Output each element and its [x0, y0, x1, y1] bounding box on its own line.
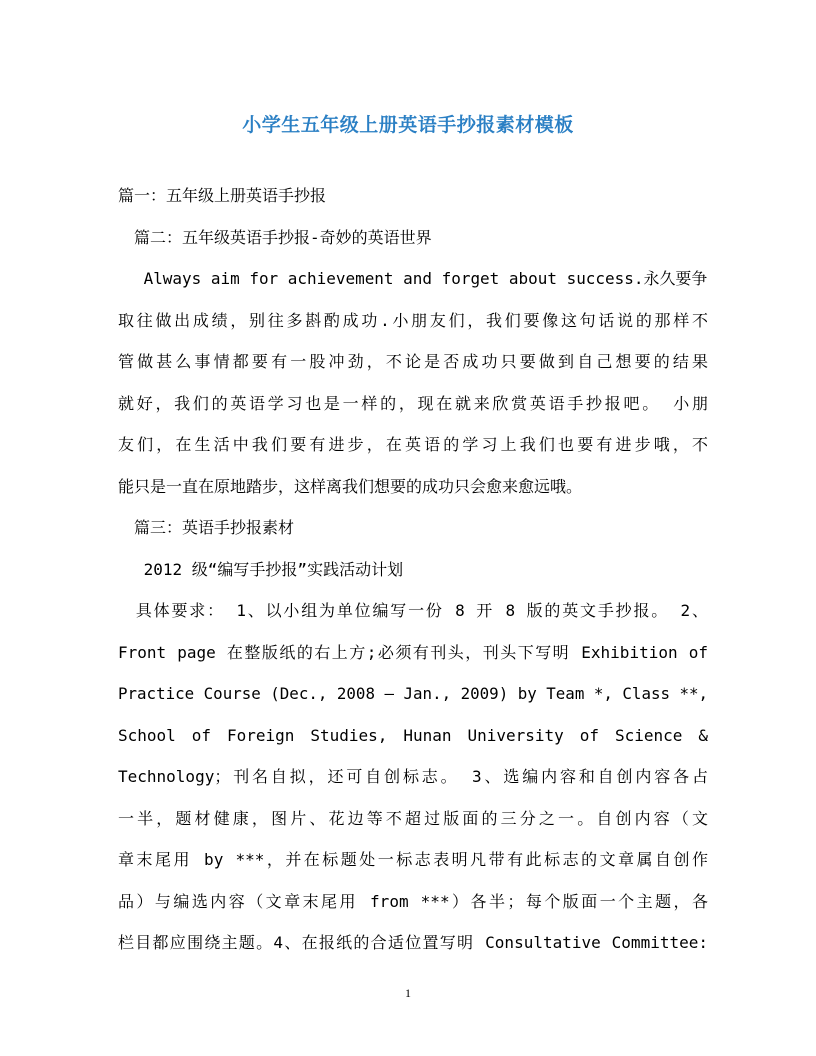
text-line: School of Foreign Studies, Hunan University of Science & [118, 726, 708, 745]
text-line: 2012 级“编写手抄报”实践活动计划 [118, 560, 404, 579]
document-title: 小学生五年级上册英语手抄报素材模板 [242, 114, 574, 136]
text-line: 就好，我们的英语学习也是一样的，现在就来欣赏英语手抄报吧。 小朋 [118, 394, 708, 413]
page-number: 1 [405, 986, 411, 1000]
text-line: Practice Course (Dec., 2008 – Jan., 2009) by Team *, Class **, [118, 684, 709, 703]
text-line: 篇一：五年级上册英语手抄报 [118, 186, 327, 205]
text-line: 章末尾用 by ***，并在标题处一标志表明凡带有此标志的文章属自创作 [118, 850, 708, 869]
text-line: 篇三：英语手抄报素材 [118, 518, 295, 537]
text-line: 具体要求： 1、以小组为单位编写一份 8 开 8 版的英文手抄报。 2、 [118, 601, 708, 620]
text-line: 品）与编选内容（文章末尾用 from ***）各半；每个版面一个主题，各 [118, 892, 708, 911]
text-line: 栏目都应围绕主题。4、在报纸的合适位置写明 Consultative Committee: [118, 933, 708, 952]
text-line: 能只是一直在原地踏步，这样离我们想要的成功只会愈来愈远哦。 [118, 477, 583, 496]
text-line: Always aim for achievement and forget about success.永久要争 [118, 269, 708, 288]
text-line: 篇二：五年级英语手抄报-奇妙的英语世界 [118, 228, 432, 247]
text-line: 取往做出成绩，别往多斟酌成功.小朋友们，我们要像这句话说的那样不 [118, 311, 708, 330]
text-line: Front page 在整版纸的右上方;必须有刊头，刊头下写明 Exhibition of [118, 643, 708, 662]
text-line: 友们，在生活中我们要有进步，在英语的学习上我们也要有进步哦，不 [118, 435, 708, 454]
text-line: Technology；刊名自拟，还可自创标志。 3、选编内容和自创内容各占 [118, 767, 708, 786]
text-line: 一半，题材健康，图片、花边等不超过版面的三分之一。自创内容（文 [118, 809, 708, 828]
text-line: 管做甚么事情都要有一股冲劲，不论是否成功只要做到自己想要的结果 [118, 352, 708, 371]
